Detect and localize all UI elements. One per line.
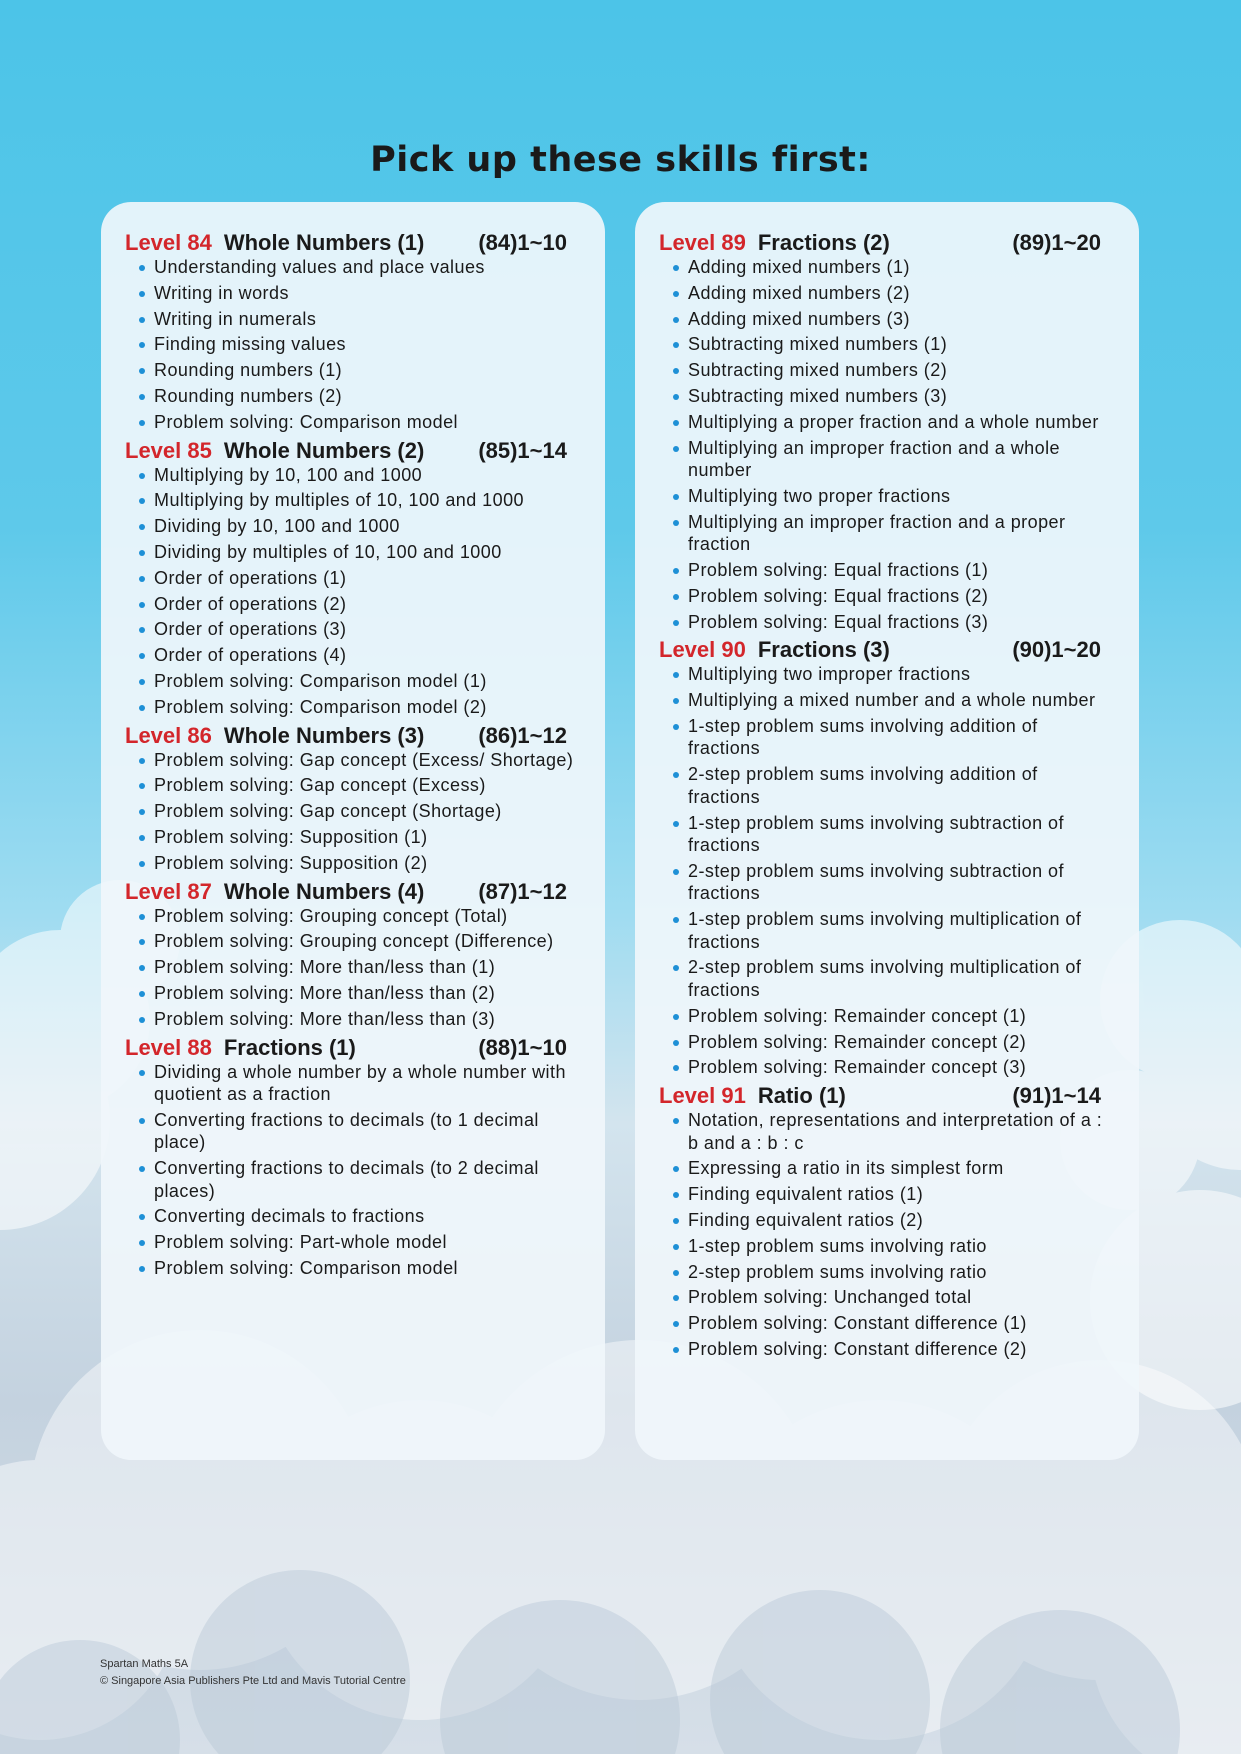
skill-item: Order of operations (4) bbox=[139, 644, 581, 667]
skill-item: Problem solving: Unchanged total bbox=[673, 1286, 1115, 1309]
skill-item: Rounding numbers (1) bbox=[139, 359, 581, 382]
skill-item: Understanding values and place values bbox=[139, 256, 581, 279]
skill-item: Problem solving: Grouping concept (Total) bbox=[139, 905, 581, 928]
skill-item: Problem solving: Comparison model (2) bbox=[139, 696, 581, 719]
skill-item: Problem solving: Grouping concept (Difference) bbox=[139, 930, 581, 953]
skill-item: Rounding numbers (2) bbox=[139, 385, 581, 408]
skill-list bbox=[125, 905, 581, 1031]
skill-item: Subtracting mixed numbers (1) bbox=[673, 333, 1115, 356]
right-skills-panel bbox=[635, 202, 1139, 1460]
level-header bbox=[125, 1034, 581, 1061]
level-header bbox=[125, 229, 581, 256]
left-skills-panel bbox=[101, 202, 605, 1460]
level-header bbox=[125, 722, 581, 749]
level-range: (91)1~14 bbox=[1012, 1083, 1101, 1109]
skill-item: Problem solving: Gap concept (Excess/ Shortage) bbox=[139, 749, 581, 772]
level-block bbox=[125, 1034, 581, 1280]
level-topic: Whole Numbers (4) bbox=[223, 878, 425, 904]
level-topic: Whole Numbers (1) bbox=[223, 230, 425, 255]
footer bbox=[100, 1656, 406, 1690]
page-title: Pick up these skills first: bbox=[370, 140, 871, 180]
level-range: (90)1~20 bbox=[1012, 637, 1101, 663]
skill-item: 2-step problem sums involving ratio bbox=[673, 1261, 1115, 1284]
skill-item: Converting fractions to decimals (to 1 decimal place) bbox=[139, 1109, 581, 1154]
skill-item: Notation, representations and interpretation of a : b and a : b : c bbox=[673, 1109, 1115, 1154]
level-block bbox=[125, 878, 581, 1031]
level-block bbox=[125, 229, 581, 433]
footer-book-title: Spartan Maths 5A bbox=[100, 1658, 189, 1670]
skill-item: Problem solving: More than/less than (3) bbox=[139, 1008, 581, 1031]
skill-item: Problem solving: Part-whole model bbox=[139, 1231, 581, 1254]
level-number: Level 91 bbox=[659, 1083, 746, 1109]
skill-item: Problem solving: Comparison model bbox=[139, 411, 581, 434]
skill-item: Problem solving: Equal fractions (3) bbox=[673, 611, 1115, 634]
skill-item: Dividing a whole number by a whole number with quotient as a fraction bbox=[139, 1061, 581, 1106]
skill-item: Problem solving: Remainder concept (2) bbox=[673, 1031, 1115, 1054]
level-number: Level 90 bbox=[659, 637, 746, 663]
skill-item: Problem solving: Gap concept (Excess) bbox=[139, 774, 581, 797]
skill-item: Problem solving: Constant difference (1) bbox=[673, 1312, 1115, 1335]
skill-list bbox=[659, 256, 1115, 633]
skill-item: Multiplying two proper fractions bbox=[673, 485, 1115, 508]
skill-item: Multiplying a proper fraction and a whole number bbox=[673, 411, 1115, 434]
skill-item: Problem solving: More than/less than (1) bbox=[139, 956, 581, 979]
skill-list bbox=[125, 464, 581, 719]
footer-copyright: © Singapore Asia Publishers Pte Ltd and Mavis Tutorial Centre bbox=[100, 1675, 406, 1687]
skill-item: Finding equivalent ratios (2) bbox=[673, 1209, 1115, 1232]
skill-item: Finding missing values bbox=[139, 333, 581, 356]
skill-item: Order of operations (1) bbox=[139, 567, 581, 590]
skill-item: Multiplying two improper fractions bbox=[673, 663, 1115, 686]
level-number: Level 87 bbox=[125, 878, 212, 904]
skill-item: Adding mixed numbers (3) bbox=[673, 308, 1115, 331]
skill-item: Subtracting mixed numbers (3) bbox=[673, 385, 1115, 408]
skill-item: 1-step problem sums involving subtraction of fractions bbox=[673, 812, 1115, 857]
level-topic: Whole Numbers (3) bbox=[223, 722, 425, 748]
skill-item: Dividing by multiples of 10, 100 and 1000 bbox=[139, 541, 581, 564]
skill-item: Problem solving: Comparison model (1) bbox=[139, 670, 581, 693]
level-number: Level 84 bbox=[125, 230, 212, 255]
skill-list bbox=[125, 256, 581, 433]
skill-item: Problem solving: Supposition (1) bbox=[139, 826, 581, 849]
level-block bbox=[659, 229, 1115, 633]
skill-item: Problem solving: Constant difference (2) bbox=[673, 1338, 1115, 1361]
skill-item: 2-step problem sums involving multiplication of fractions bbox=[673, 956, 1115, 1001]
skill-item: 2-step problem sums involving subtraction of fractions bbox=[673, 860, 1115, 905]
level-range: (86)1~12 bbox=[478, 722, 567, 748]
level-header bbox=[659, 229, 1115, 256]
level-range: (87)1~12 bbox=[478, 878, 567, 904]
level-number: Level 86 bbox=[125, 722, 212, 748]
skill-item: Problem solving: Gap concept (Shortage) bbox=[139, 800, 581, 823]
skill-item: Multiplying an improper fraction and a proper fraction bbox=[673, 511, 1115, 556]
skill-item: 1-step problem sums involving multiplication of fractions bbox=[673, 908, 1115, 953]
level-block bbox=[659, 636, 1115, 1078]
skill-item: Converting decimals to fractions bbox=[139, 1205, 581, 1228]
skill-list bbox=[659, 663, 1115, 1078]
skill-item: Problem solving: Remainder concept (1) bbox=[673, 1005, 1115, 1028]
skill-item: Writing in numerals bbox=[139, 308, 581, 331]
skill-item: Adding mixed numbers (1) bbox=[673, 256, 1115, 279]
skill-list bbox=[125, 749, 581, 875]
level-range: (85)1~14 bbox=[478, 437, 567, 463]
level-block bbox=[125, 722, 581, 875]
skill-item: Order of operations (3) bbox=[139, 618, 581, 641]
level-topic: Whole Numbers (2) bbox=[223, 437, 425, 463]
skill-item: Dividing by 10, 100 and 1000 bbox=[139, 515, 581, 538]
level-topic: Ratio (1) bbox=[757, 1083, 846, 1109]
skill-item: Multiplying a mixed number and a whole number bbox=[673, 689, 1115, 712]
skill-item: Expressing a ratio in its simplest form bbox=[673, 1157, 1115, 1180]
skill-list bbox=[659, 1109, 1115, 1360]
level-topic: Fractions (2) bbox=[757, 230, 890, 255]
skill-item: 1-step problem sums involving ratio bbox=[673, 1235, 1115, 1258]
skill-item: Converting fractions to decimals (to 2 decimal places) bbox=[139, 1157, 581, 1202]
skill-item: Adding mixed numbers (2) bbox=[673, 282, 1115, 305]
level-number: Level 85 bbox=[125, 437, 212, 463]
skill-item: Multiplying by 10, 100 and 1000 bbox=[139, 464, 581, 487]
level-block bbox=[659, 1082, 1115, 1360]
skill-item: Problem solving: Comparison model bbox=[139, 1257, 581, 1280]
skill-item: Problem solving: Remainder concept (3) bbox=[673, 1056, 1115, 1079]
level-header bbox=[125, 878, 581, 905]
level-header bbox=[125, 437, 581, 464]
level-number: Level 88 bbox=[125, 1034, 212, 1060]
skill-item: Subtracting mixed numbers (2) bbox=[673, 359, 1115, 382]
skill-item: 1-step problem sums involving addition of fractions bbox=[673, 715, 1115, 760]
skill-item: Problem solving: Equal fractions (2) bbox=[673, 585, 1115, 608]
skill-item: Multiplying an improper fraction and a whole number bbox=[673, 437, 1115, 482]
skill-item: Writing in words bbox=[139, 282, 581, 305]
level-header bbox=[659, 636, 1115, 663]
level-topic: Fractions (1) bbox=[223, 1034, 356, 1060]
skill-item: Problem solving: Equal fractions (1) bbox=[673, 559, 1115, 582]
skill-list bbox=[125, 1061, 581, 1280]
skill-item: Finding equivalent ratios (1) bbox=[673, 1183, 1115, 1206]
skill-item: Multiplying by multiples of 10, 100 and 1000 bbox=[139, 489, 581, 512]
level-block bbox=[125, 437, 581, 719]
level-number: Level 89 bbox=[659, 230, 746, 255]
skill-item: Problem solving: Supposition (2) bbox=[139, 852, 581, 875]
skill-item: 2-step problem sums involving addition of fractions bbox=[673, 763, 1115, 808]
level-header bbox=[659, 1082, 1115, 1109]
level-range: (89)1~20 bbox=[1012, 230, 1101, 255]
skill-item: Problem solving: More than/less than (2) bbox=[139, 982, 581, 1005]
level-range: (84)1~10 bbox=[478, 230, 567, 255]
level-range: (88)1~10 bbox=[478, 1034, 567, 1060]
skill-item: Order of operations (2) bbox=[139, 593, 581, 616]
level-topic: Fractions (3) bbox=[757, 637, 890, 663]
